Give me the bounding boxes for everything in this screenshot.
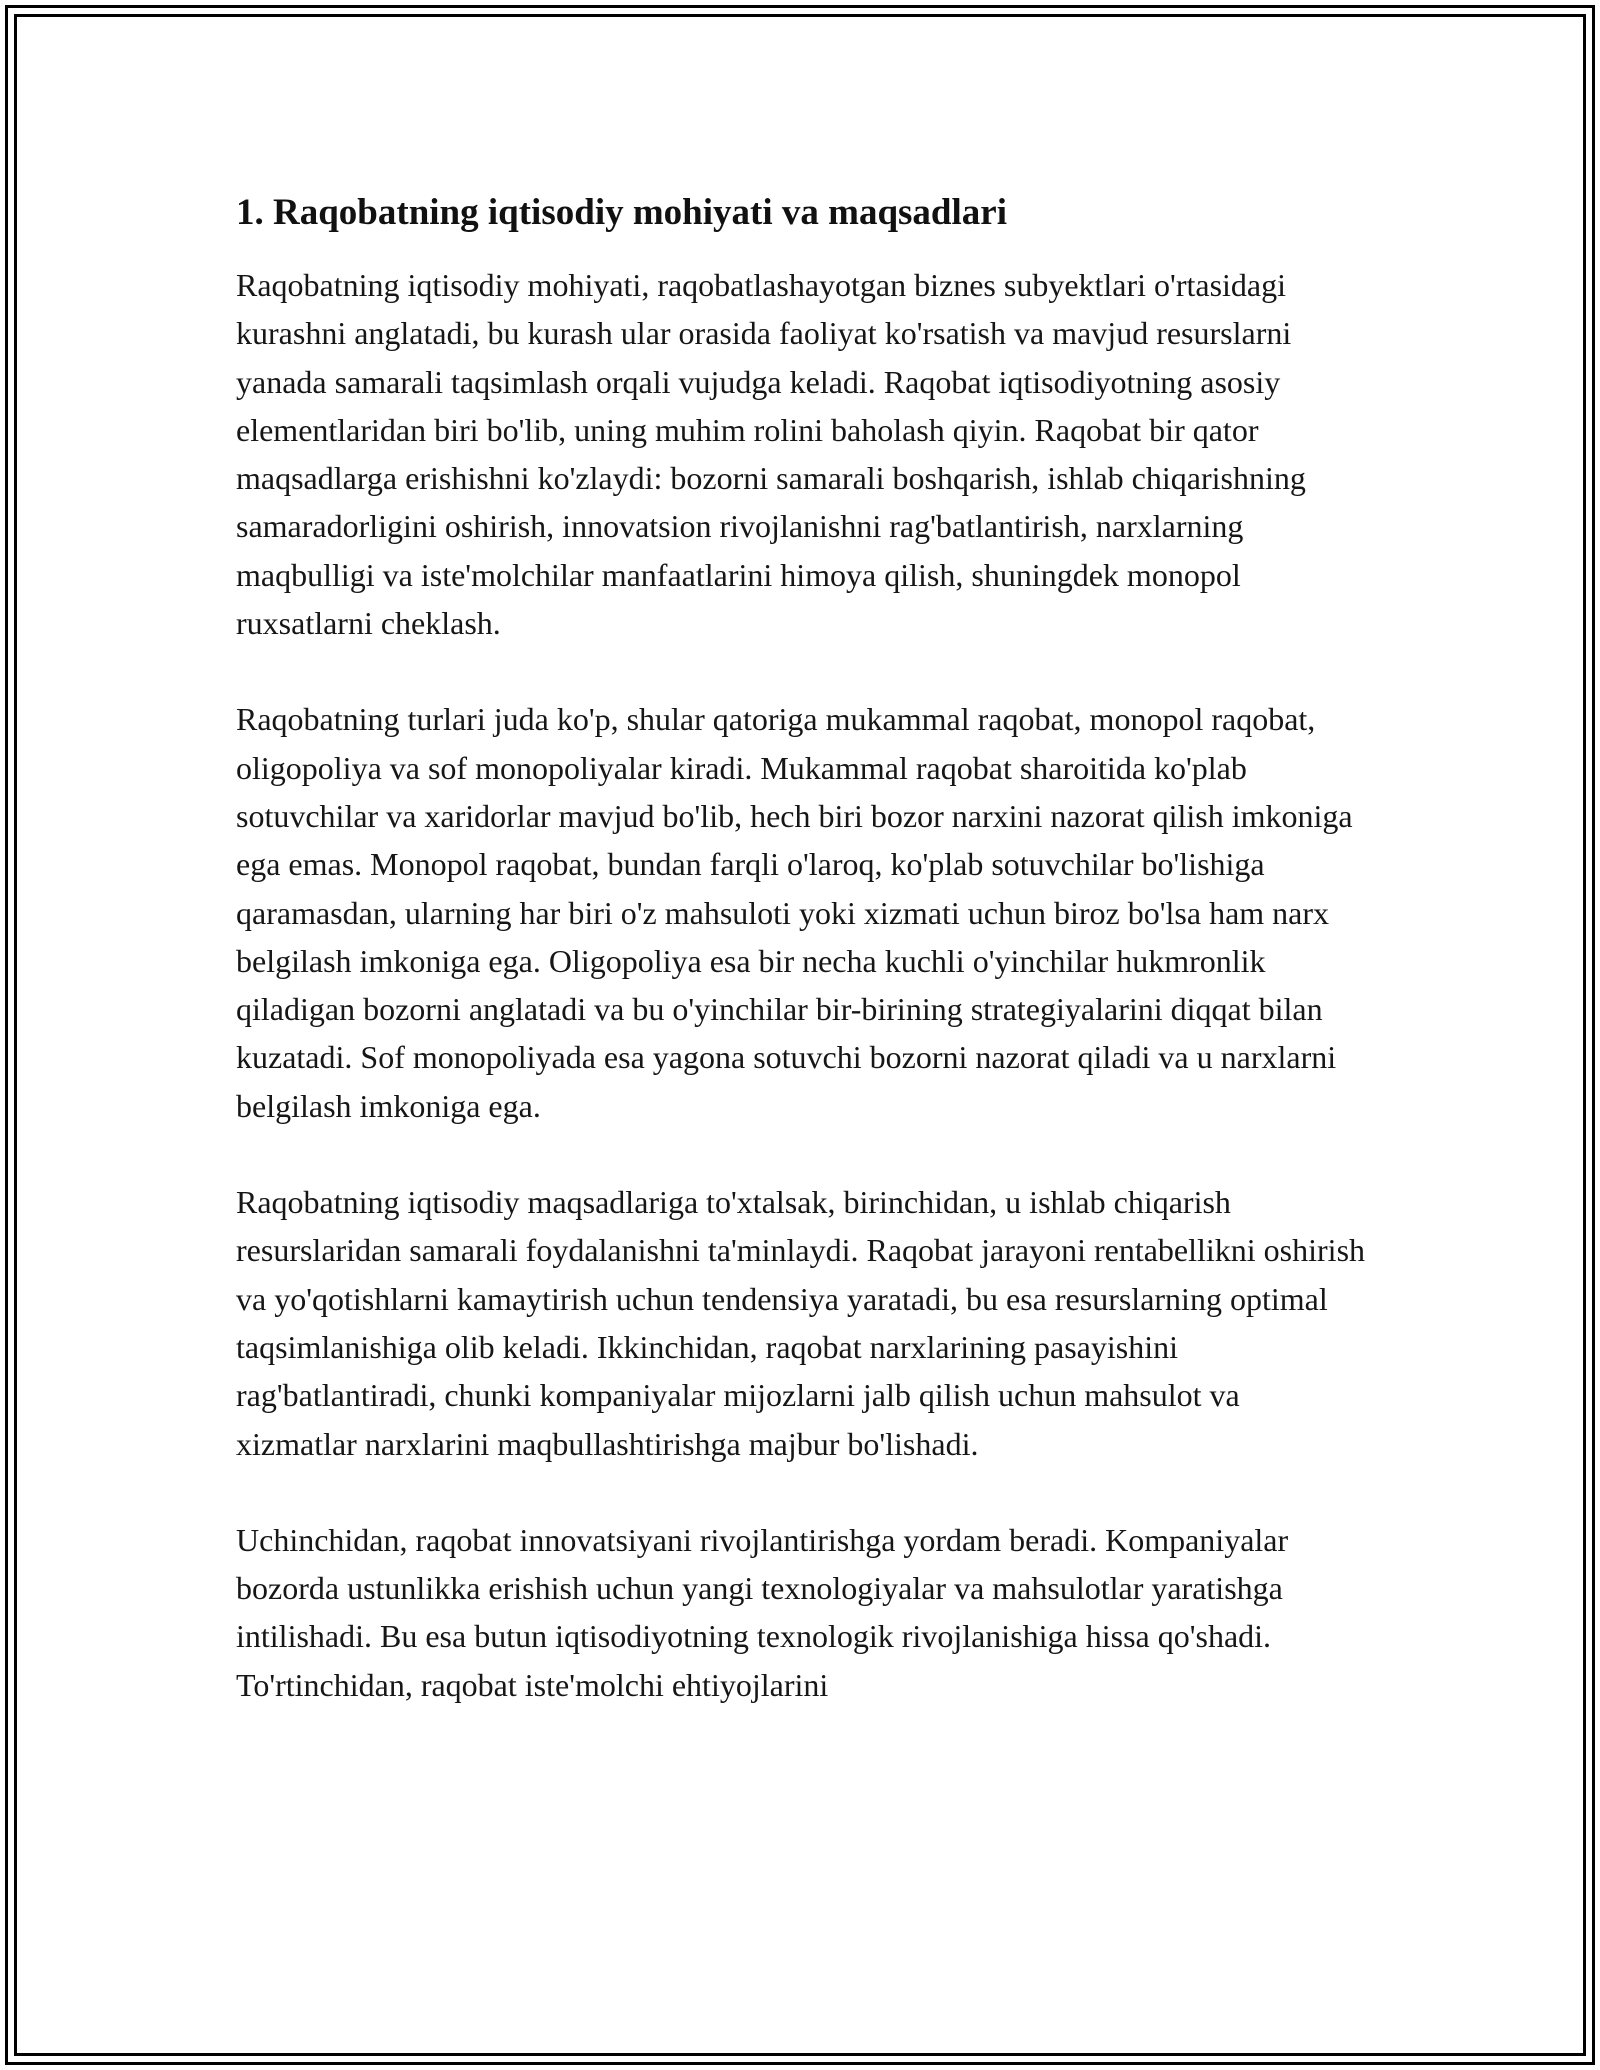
paragraph-4: Uchinchidan, raqobat innovatsiyani rivojlantirishga yordam beradi. Kompaniyalar bozorda ustunlikka erishish uchun yangi texnologiyalar va mahsulotlar yaratishga intilishadi. Bu esa butun iqtisodiyotning texnologik rivojlanishiga hissa qo'shadi. To'rtinchidan, raqobat iste'molchi ehtiyojlarini (236, 1521, 1289, 1703)
paragraph-2: Raqobatning turlari juda ko'p, shular qatoriga mukammal raqobat, monopol raqobat, oligopoliya va sof monopoliyalar kiradi. Mukammal raqobat sharoitida ko'plab sotuvchilar va xaridorlar mavjud bo'lib, hech biri bozor narxini nazorat qilish imkoniga ega emas. Monopol raqobat, bundan farqli o'laroq, ko'plab sotuvchilar bo'lishiga qaramasdan, ularning har biri o'z mahsuloti yoki xizmati uchun biroz bo'lsa ham narx belgilash imkoniga ega. Oligopoliya esa bir necha kuchli o'yinchilar hukmronlik qiladigan bozorni anglatadi va bu o'yinchilar bir-birining strategiyalarini diqqat bilan kuzatadi. Sof monopoliyada esa yagona sotuvchi bozorni nazorat qiladi va u narxlarni belgilash imkoniga ega. (236, 701, 1353, 1124)
section-heading: 1. Raqobatning iqtisodiy mohiyati va maqsadlari (236, 192, 1007, 233)
paragraph-3: Raqobatning iqtisodiy maqsadlariga to'xtalsak, birinchidan, u ishlab chiqarish resurslaridan samarali foydalanishni ta'minlaydi. Raqobat jarayoni rentabellikni oshirish va yo'qotishlarni kamaytirish uchun tendensiya yaratadi, bu esa resurslarning optimal taqsimlanishiga olib keladi. Ikkinchidan, raqobat narxlarining pasayishini rag'batlantiradi, chunki kompaniyalar mijozlarni jalb qilish uchun mahsulot va xizmatlar narxlarini maqbullashtirishga majbur bo'lishadi. (236, 1184, 1366, 1462)
document-body (236, 185, 1366, 1757)
paragraph-1: Raqobatning iqtisodiy mohiyati, raqobatlashayotgan biznes subyektlari o'rtasidagi kurashni anglatadi, bu kurash ular orasida faoliyat ko'rsatish va mavjud resurslarni yanada samarali taqsimlash orqali vujudga keladi. Raqobat iqtisodiyotning asosiy elementlaridan biri bo'lib, uning muhim rolini baholash qiyin. Raqobat bir qator maqsadlarga erishishni ko'zlaydi: bozorni samarali boshqarish, ishlab chiqarishning samaradorligini oshirish, innovatsion rivojlanishni rag'batlantirish, narxlarning maqbulligi va iste'molchilar manfaatlarini himoya qilish, shuningdek monopol ruxsatlarni cheklash. (236, 267, 1306, 642)
